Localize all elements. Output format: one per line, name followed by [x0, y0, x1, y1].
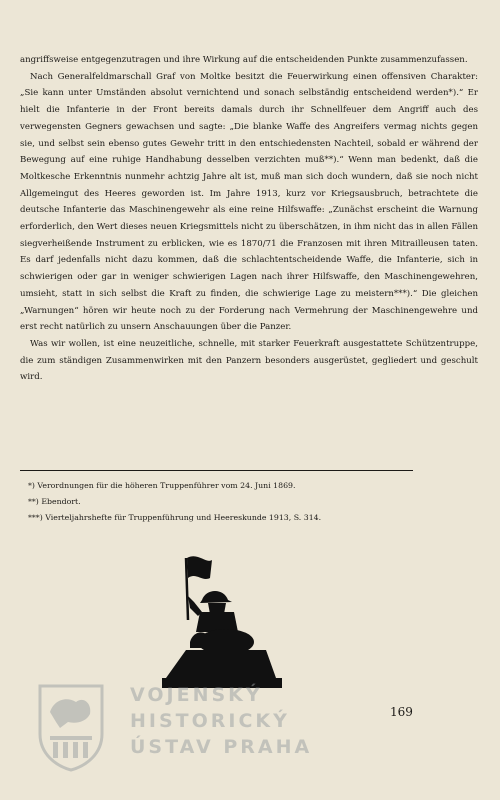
footnote-3: ***) Vierteljahrshefte für Truppenführung und Heereskunde 1913, S. 314.	[28, 513, 322, 522]
paragraph-1: angriffsweise entgegenzutragen und ihre Wirkung auf die entscheidenden Punkte zusammenzufassen.	[20, 55, 468, 65]
page-number: 169	[390, 705, 413, 719]
watermark-line-2: HISTORICKÝ	[130, 710, 290, 732]
watermark-text	[130, 682, 312, 760]
footnote-2: **) Ebendort.	[28, 497, 81, 506]
paragraph-3: Was wir wollen, ist eine neuzeitliche, schnelle, mit starker Feuerkraft ausgestattete Schützentruppe, die zum ständigen Zusammenwirken mit den Panzern besonders ausgerüstet, gegliedert und geschult wird.	[20, 338, 478, 383]
watermark	[36, 682, 326, 772]
paragraph-2: Nach Generalfeldmarschall Graf von Moltke besitzt die Feuerwirkung einen offensiven Charakter: „Sie kann unter Umständen absolut vernichtend und sonach selbständig entscheidend werden*).“ Er hielt die Infanterie in der Front bereits damals durch ihr Schnellfeuer dem Angriff auch des verwegensten Gegners gewachsen und sagte: „Die blanke Waffe des Angreifers vermag nichts gegen sie, und selbst sein ebenso gutes Gewehr tritt in den entschiedensten Nachteil, sobald er während der Bewegung auf eine ruhige Handhabung desselben verzichten muß**).“ Wenn man bedenkt, daß die Moltkesche Erkenntnis nunmehr achtzig Jahre alt ist, muß man sich doch wundern, daß sie noch nicht Allgemeingut des Heeres geworden ist. Im Jahre 1913, kurz vor Kriegsausbruch, betrachtete die deutsche Infanterie das Maschinengewehr als eine reine Hilfswaffe: „Zunächst erscheint die Warnung erforderlich, den Wert dieses neuen Kriegsmittels nicht zu überschätzen, in ihm nicht das in allen Fällen siegverheißende Instrument zu erblicken, wie es 1870/71 die Franzosen mit ihren Mitrailleusen taten. Es darf jedenfalls nicht dazu kommen, daß die schlachtentscheidende Waffe, die Infanterie, sich in schwierigen oder gar in weniger schwierigen Lagen nach ihrer Hilfswaffe, den Maschinengewehren, umsieht, statt in sich selbst die Kraft zu finden, die schwierige Lage zu meistern***).“ Die gleichen „Warnungen“ hören wir heute noch zu der Forderung nach Vermehrung der Maschinengewehre und erst recht natürlich zu unsern Anschauungen über die Panzer.	[20, 71, 478, 333]
footnotes	[28, 478, 448, 526]
watermark-line-3: ÚSTAV PRAHA	[130, 736, 313, 758]
soldier-with-flag-icon	[150, 550, 290, 700]
footnote-1: *) Verordnungen für die höheren Truppenführer vom 24. Juni 1869.	[28, 481, 296, 490]
institute-emblem-icon	[36, 682, 106, 772]
body-text	[20, 52, 478, 386]
watermark-line-1: VOJENSKÝ	[130, 684, 263, 706]
footnote-rule	[20, 470, 413, 471]
